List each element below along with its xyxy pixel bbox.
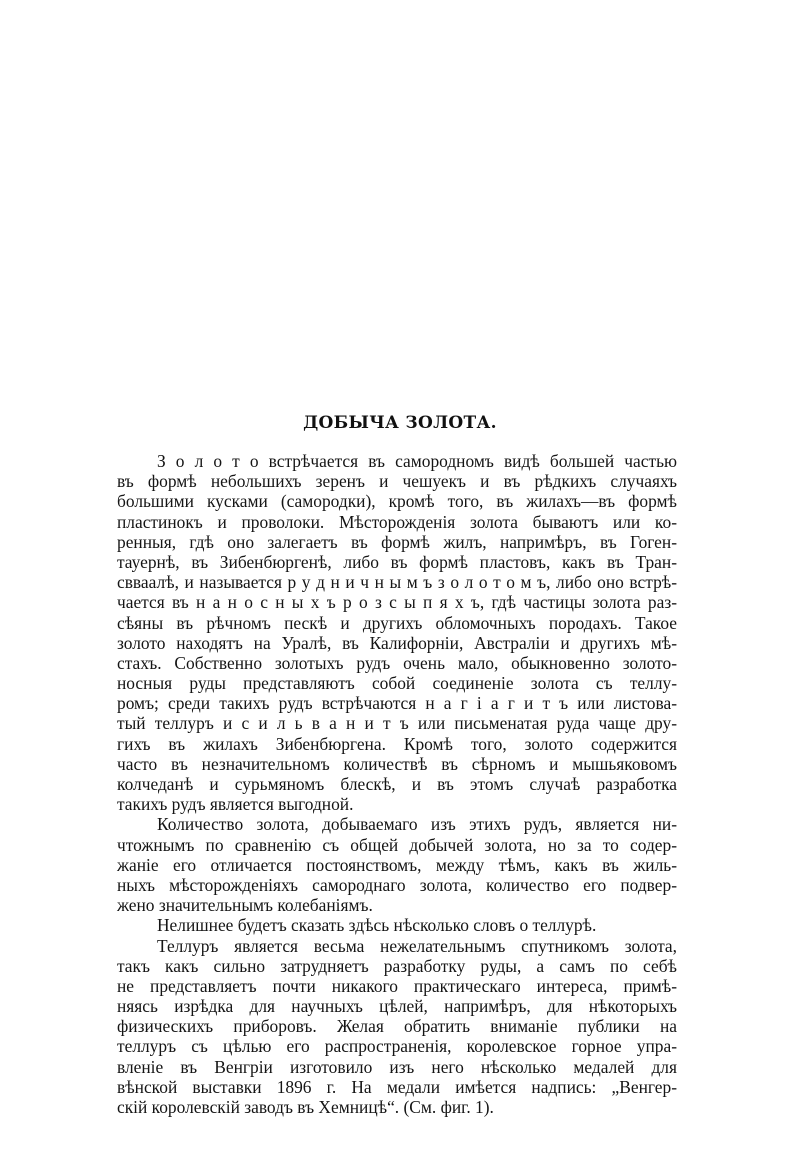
text-line: такъ какъ сильно затрудняетъ разработку руды, а самъ по себѣ	[117, 955, 677, 976]
text-line: свваалѣ, и называется р у д н и ч н ы м ъ з о л о т о м ъ, либо оно встрѣ-	[117, 572, 677, 593]
text-line: вленіе въ Венгріи изготовило изъ него нѣсколько медалей для	[117, 1056, 677, 1077]
text-line: скій королевскій заводъ въ Хемницѣ“. (См. фиг. 1).	[117, 1097, 494, 1117]
text-line: физическихъ приборовъ. Желая обратить вниманіе публики на	[117, 1016, 677, 1037]
body-text	[117, 451, 677, 1117]
text-line: чается въ н а н о с н ы х ъ р о з с ы п я х ъ, гдѣ частицы золота раз-	[117, 592, 677, 613]
text-line: колчеданѣ и сурьмяномъ блескѣ, и въ этомъ случаѣ разработка	[117, 774, 677, 794]
text-line: жаніе его отличается постоянствомъ, между тѣмъ, какъ въ жиль-	[117, 854, 677, 875]
text-line: сѣяны въ рѣчномъ пескѣ и другихъ обломочныхъ породахъ. Такое	[117, 612, 677, 633]
text-line: ренныя, гдѣ оно залегаетъ въ формѣ жилъ, напримѣръ, въ Гоген-	[117, 531, 677, 552]
text-line: ныхъ мѣсторожденіяхъ самороднаго золота, количество его подвер-	[117, 874, 677, 895]
text-line: часто въ незначительномъ количествѣ въ сѣрномъ и мышьяковомъ	[117, 753, 677, 774]
text-line: ромъ; среди такихъ рудъ встрѣчаются н а г і а г и т ъ или листова-	[117, 693, 677, 714]
text-line: такихъ рудъ является выгодной.	[117, 794, 354, 815]
text-line: въ формѣ небольшихъ зеренъ и чешуекъ и въ рѣдкихъ случаяхъ	[117, 471, 677, 492]
text-line: гихъ въ жилахъ Зибенбюргена. Кромѣ того, золото содержится	[117, 733, 677, 754]
text-line: тый теллуръ и с и л ь в а н и т ъ или письменатая руда чаще дру-	[117, 713, 677, 734]
text-line: няясь изрѣдка для научныхъ цѣлей, напримѣръ, для нѣкоторыхъ	[117, 996, 677, 1017]
text-line: золото находятъ на Уралѣ, въ Калифорніи, Австраліи и другихъ мѣ-	[117, 632, 677, 653]
text-line: З о л о т о встрѣчается въ самородномъ видѣ большей частью	[157, 451, 677, 471]
text-line: Количество золота, добываемаго изъ этихъ рудъ, является ни-	[157, 814, 677, 835]
text-line: тауернѣ, въ Зибенбюргенѣ, либо въ формѣ пластовъ, какъ въ Тран-	[117, 551, 677, 572]
text-line: Нелишнее будетъ сказать здѣсь нѣсколько словъ о теллурѣ.	[157, 915, 597, 936]
text-line: носныя руды представляютъ собой соединеніе золота съ теллу-	[117, 673, 677, 694]
page-title: ДОБЫЧА ЗОЛОТА.	[303, 413, 497, 433]
text-line: жено значительнымъ колебаніямъ.	[117, 895, 373, 916]
text-line: не представляетъ почти никакого практическаго интереса, примѣ-	[117, 975, 677, 996]
text-line: чтожнымъ по сравненію съ общей добычей золота, но за то содер-	[117, 834, 677, 855]
text-line: стахъ. Собственно золотыхъ рудъ очень мало, обыкновенно золото-	[117, 652, 677, 673]
text-line: теллуръ съ цѣлью его распространенія, королевское горное упра-	[117, 1036, 677, 1057]
text-line: Теллуръ является весьма нежелательнымъ спутникомъ золота,	[157, 935, 677, 956]
text-line: большими кусками (самородки), кромѣ того, въ жилахъ—въ формѣ	[117, 491, 677, 512]
text-line: пластинокъ и проволоки. Мѣсторожденія золота бываютъ или ко-	[117, 511, 677, 532]
text-line: вѣнской выставки 1896 г. На медали имѣется надпись: „Венгер-	[117, 1076, 677, 1097]
